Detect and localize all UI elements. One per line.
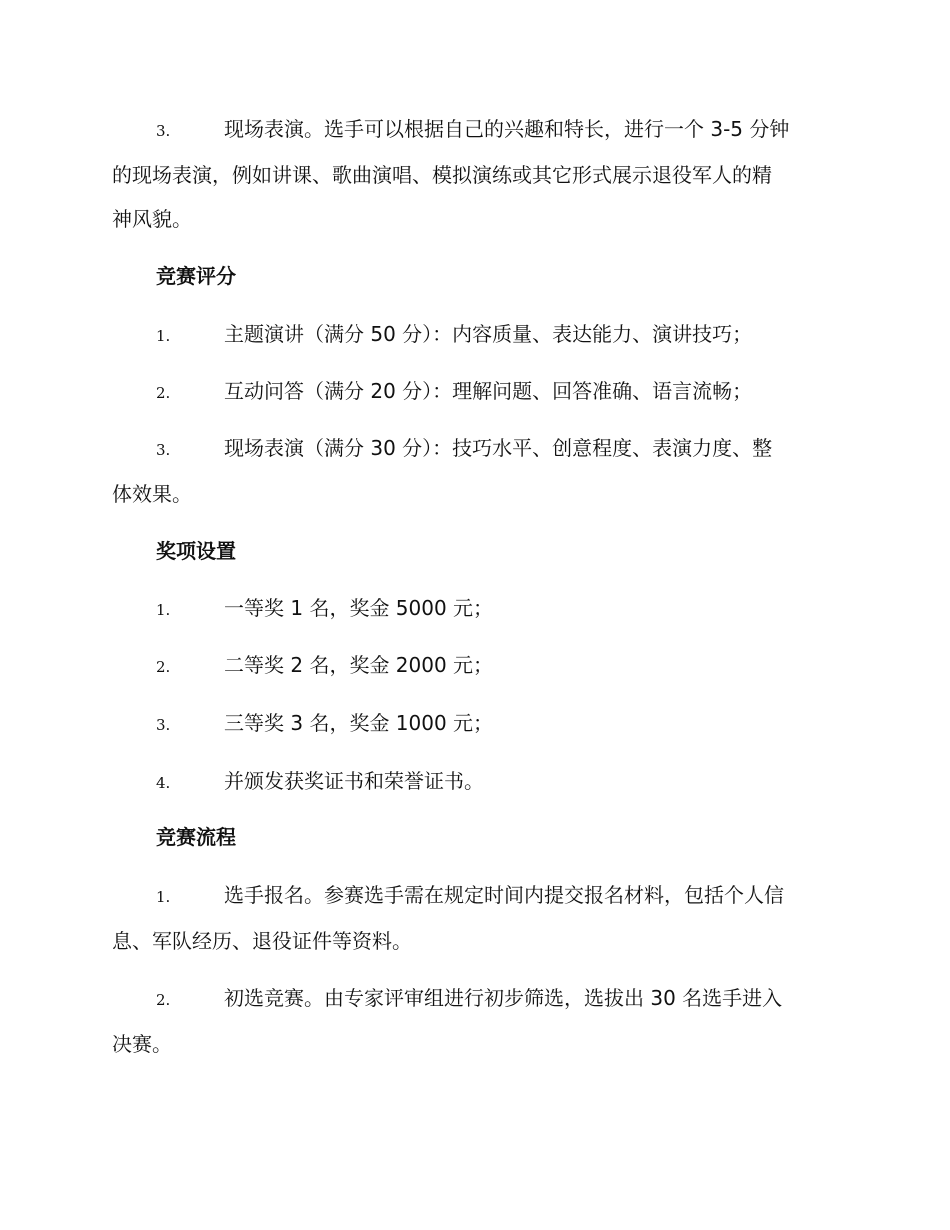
list-number: 1. [156,601,171,619]
item-text: 初选竞赛。由专家评审组进行初步筛选，选拔出 30 名选手进入 [224,986,783,1010]
list-number: 1. [156,327,171,345]
item-text: 一等奖 1 名，奖金 5000 元； [224,596,494,620]
item-continuation: 决赛。 [112,1032,172,1056]
list-number: 3. [156,122,171,140]
list-number: 1. [156,888,171,906]
item-continuation: 息、军队经历、退役证件等资料。 [112,929,412,953]
list-number: 2. [156,991,171,1009]
item-text: 现场表演。选手可以根据自己的兴趣和特长，进行一个 3-5 分钟 [224,117,790,141]
list-number: 2. [156,384,171,402]
item-continuation: 神风貌。 [112,207,192,231]
item-text: 互动问答（满分 20 分）：理解问题、回答准确、语言流畅； [224,379,753,403]
list-item [112,976,836,1066]
item-text: 现场表演（满分 30 分）：技巧水平、创意程度、表演力度、整 [224,436,773,460]
section-heading-scoring: 竞赛评分 [156,264,236,288]
list-item [112,643,836,689]
list-item [112,369,836,415]
list-number: 4. [156,774,171,792]
item-continuation: 体效果。 [112,482,192,506]
list-number: 3. [156,441,171,459]
list-item [112,426,836,516]
item-text: 主题演讲（满分 50 分）：内容质量、表达能力、演讲技巧； [224,322,753,346]
list-item [112,759,836,805]
performance-item [112,107,836,241]
section-heading-awards: 奖项设置 [156,539,236,563]
list-number: 3. [156,716,171,734]
list-number: 2. [156,658,171,676]
item-text: 三等奖 3 名，奖金 1000 元； [224,711,494,735]
item-text: 二等奖 2 名，奖金 2000 元； [224,653,494,677]
list-item [112,586,836,632]
list-item [112,701,836,747]
item-text: 并颁发获奖证书和荣誉证书。 [224,769,484,793]
item-continuation: 的现场表演，例如讲课、歌曲演唱、模拟演练或其它形式展示退役军人的精 [112,163,772,187]
section-heading-process: 竞赛流程 [156,825,236,849]
list-item [112,873,836,963]
item-text: 选手报名。参赛选手需在规定时间内提交报名材料，包括个人信 [224,883,784,907]
list-item [112,312,836,358]
